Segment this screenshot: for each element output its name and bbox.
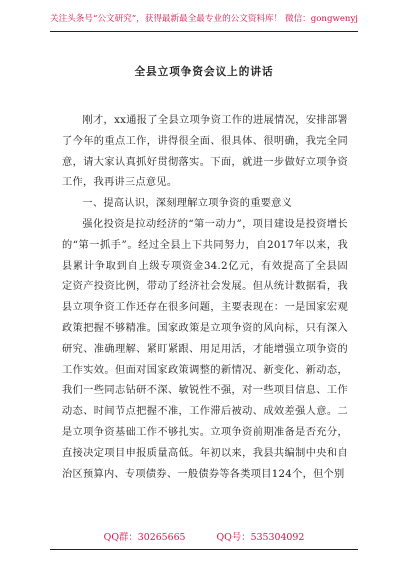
footer-divider	[50, 549, 358, 550]
paragraph-section-1: 强化投资是拉动经济的“第一动力”，项目建设是投资增长的“第一抓手”。经过全县上下共同努力，自2017年以来，我县累计争取到自上级专项资金34.2亿元，有效提高了全县固定资产投资比例，带动了经济社会发展。但从统计数据看，我县立项争资工作还存在很多问题，主要表现在：一是国家宏观政策把握不够精准。国家政策是立项争资的风向标，只有深入研究、准确理解、紧盯紧跟、用足用活，才能增强立项争资的工作实效。但面对国家政策调整的新情况、新变化、新动态，我们一些同志钻研不深、敏锐性不强，对一些项目信息、工作动态、时间节点把握不准，工作滞后被动、成效差强人意。二是立项争资基础工作不够扎实。立项争资前期准备是否充分，直接决定项目申报质量高低。年初以来，我县共编制中央和自治区预算内、专项债券、一般债券等各类项目124个，但个别	[62, 218, 348, 480]
header-divider	[50, 31, 358, 32]
paragraph-intro: 刚才，xx通报了全县立项争资工作的进展情况，安排部署了今年的重点工作，讲得很全面、很具体、很明确，我完全同意，请大家认真抓好贯彻落实。下面，就进一步做好立项争资工作，我再讲三点意见。	[62, 115, 348, 189]
footer-contact	[0, 531, 408, 545]
header-banner: 关注头条号“公文研究”，获得最新最全最专业的公文资料库！ 微信：gongwenyj	[50, 14, 358, 24]
footer-qq-number: QQ号：535304092	[216, 532, 305, 543]
section-heading-1: 一、提高认识，深刻理解立项争资的重要意义	[82, 198, 293, 210]
document-body	[62, 111, 348, 480]
footer-qq-group: QQ群：30265665	[103, 532, 186, 543]
document-title: 全县立项争资会议上的讲话	[134, 66, 274, 78]
